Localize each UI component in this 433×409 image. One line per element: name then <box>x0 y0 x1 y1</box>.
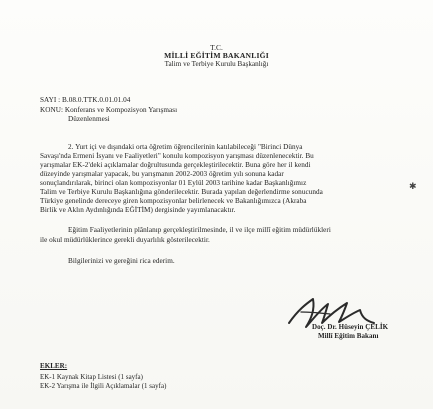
signatory-title: Millî Eğitim Bakanı <box>318 332 379 340</box>
header-board: Talim ve Terbiye Kurulu Başkanlığı <box>164 60 269 68</box>
attachment-item-2: EK-2 Yarışma ile İlgili Açıklamalar (1 sayfa) <box>40 383 167 390</box>
header-ministry: MİLLİ EĞİTİM BAKANLIĞI <box>164 51 269 60</box>
paragraph-2-line-2: ile okul müdürlüklerince gerekli duyarlılık gösterilecektir. <box>40 236 210 244</box>
closing-line: Bilgilerinizi ve gereğini rica ederim. <box>68 257 175 265</box>
sayi-line: SAYI : B.08.0.TTK.0.01.01.04 <box>40 96 131 104</box>
attachment-item-1: EK-1 Kaynak Kitap Listesi (1 sayfa) <box>40 374 143 381</box>
paragraph-1-line-3: yarışmalar EK-2'deki açıklamalar doğrultusunda gerçekleştirilecektir. Buna göre her il kendi <box>40 161 311 169</box>
signatory-name: Doç. Dr. Hüseyin ÇELİK <box>312 323 389 331</box>
paragraph-1-line-7: Türkiye genelinde dereceye giren kompozisyonlar belirlenecek ve Bakanlığımızca (Akraba <box>40 197 307 205</box>
header-tc: T.C. <box>210 43 223 52</box>
konu-continuation: Düzenlenmesi <box>68 115 110 123</box>
paragraph-2-line-1: Eğitim Faaliyetlerinin plânlanıp gerçekleştirilmesinde, il ve ilçe millî eğitim müdürlükleri <box>68 226 331 234</box>
paragraph-1-line-5: sonuçlandırılarak, birinci olan kompozisyonlar 01 Eylül 2003 tarihine kadar Başkanlığımız <box>40 179 307 187</box>
paragraph-1-line-4: düzeyinde yarışmalar yapacak, bu yarışmanın 2002-2003 öğretim yılı sonuna kadar <box>40 170 284 178</box>
konu-line: KONU: Konferans ve Kompozisyon Yarışması <box>40 106 178 114</box>
paragraph-1-line-1: 2. Yurt içi ve dışındaki orta öğretim öğrencilerinin katılabileceği "Birinci Dünya <box>68 143 303 151</box>
attachments-heading: EKLER: <box>40 362 68 370</box>
paragraph-1-line-8: Birlik ve Aklın Aydınlığında EĞİTİM) dergisinde yayımlanacaktır. <box>40 206 236 214</box>
paragraph-1-line-6: Talim ve Terbiye Kurulu Başkanlığına gönderilecektir. Burada yapılan değerlendirme sonucunda <box>40 188 323 196</box>
margin-mark: ✱ <box>409 181 417 191</box>
paragraph-1-line-2: Savaşı'nda Ermeni İsyanı ve Faaliyetleri" konulu kompozisyon yarışması düzenlenecektir. Bu <box>40 152 314 160</box>
